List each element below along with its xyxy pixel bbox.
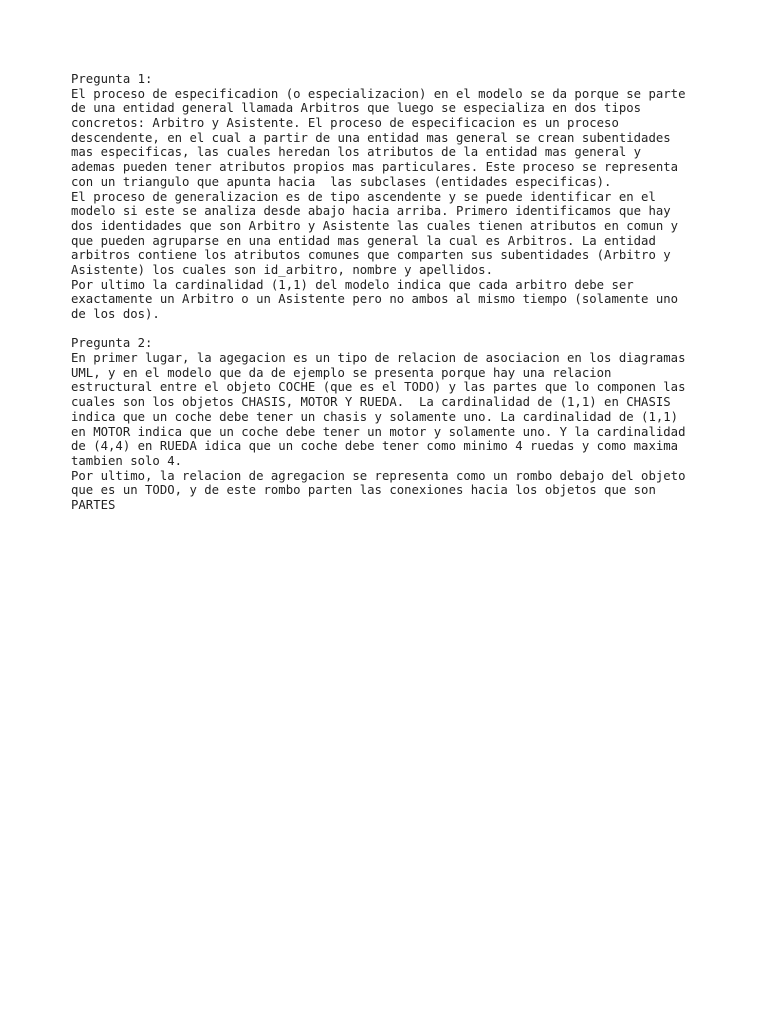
section-pregunta-2 (71, 336, 711, 512)
text-line: Por ultimo la cardinalidad (1,1) del modelo indica que cada arbitro debe ser (71, 277, 634, 292)
text-line: en MOTOR indica que un coche debe tener un motor y solamente uno. Y la cardinalidad (71, 424, 686, 439)
text-line: modelo si este se analiza desde abajo hacia arriba. Primero identificamos que hay (71, 204, 671, 219)
section-heading: Pregunta 2: (71, 336, 153, 351)
text-line: estructural entre el objeto COCHE (que es el TODO) y las partes que lo componen las (71, 380, 686, 395)
text-line: descendente, en el cual a partir de una entidad mas general se crean subentidades (71, 130, 671, 145)
text-line: Por ultimo, la relacion de agregacion se representa como un rombo debajo del objeto (71, 468, 686, 483)
text-line: Asistente) los cuales son id_arbitro, nombre y apellidos. (71, 262, 493, 277)
text-line: En primer lugar, la agegacion es un tipo de relacion de asociacion en los diagramas (71, 351, 686, 366)
text-line: de los dos). (71, 307, 160, 321)
text-line: que pueden agruparse en una entidad mas general la cual es Arbitros. La entidad (71, 233, 656, 248)
document-page (71, 72, 711, 513)
section-pregunta-1 (71, 72, 711, 322)
text-line: UML, y en el modelo que da de ejemplo se presenta porque hay una relacion (71, 365, 612, 380)
text-line: arbitros contiene los atributos comunes que comparten sus subentidades (Arbitro y (71, 248, 671, 263)
text-line: dos identidades que son Arbitro y Asistente las cuales tienen atributos en comun y (71, 218, 679, 233)
text-line: ademas pueden tener atributos propios mas particulares. Este proceso se representa (71, 160, 679, 175)
text-line: El proceso de especificadion (o especializacion) en el modelo se da porque se parte (71, 86, 686, 101)
text-line: de (4,4) en RUEDA idica que un coche debe tener como minimo 4 ruedas y como maxima (71, 439, 679, 454)
text-line: de una entidad general llamada Arbitros que luego se especializa en dos tipos (71, 101, 642, 116)
text-line: exactamente un Arbitro o un Asistente pero no ambos al mismo tiempo (solamente uno (71, 292, 679, 307)
text-line: mas especificas, las cuales heredan los atributos de la entidad mas general y (71, 145, 642, 160)
text-line: El proceso de generalizacion es de tipo ascendente y se puede identificar en el (71, 189, 656, 204)
text-line: que es un TODO, y de este rombo parten las conexiones hacia los objetos que son (71, 483, 656, 498)
text-line: cuales son los objetos CHASIS, MOTOR Y RUEDA. La cardinalidad de (1,1) en CHASIS (71, 395, 671, 410)
text-line: indica que un coche debe tener un chasis y solamente uno. La cardinalidad de (1,1) (71, 409, 679, 424)
text-line: concretos: Arbitro y Asistente. El proceso de especificacion es un proceso (71, 116, 619, 131)
section-heading: Pregunta 1: (71, 72, 153, 86)
text-line: tambien solo 4. (71, 453, 183, 468)
paragraph-spacer (71, 322, 711, 337)
text-line: con un triangulo que apunta hacia las subclases (entidades especificas). (71, 174, 612, 189)
text-line: PARTES (71, 497, 116, 512)
